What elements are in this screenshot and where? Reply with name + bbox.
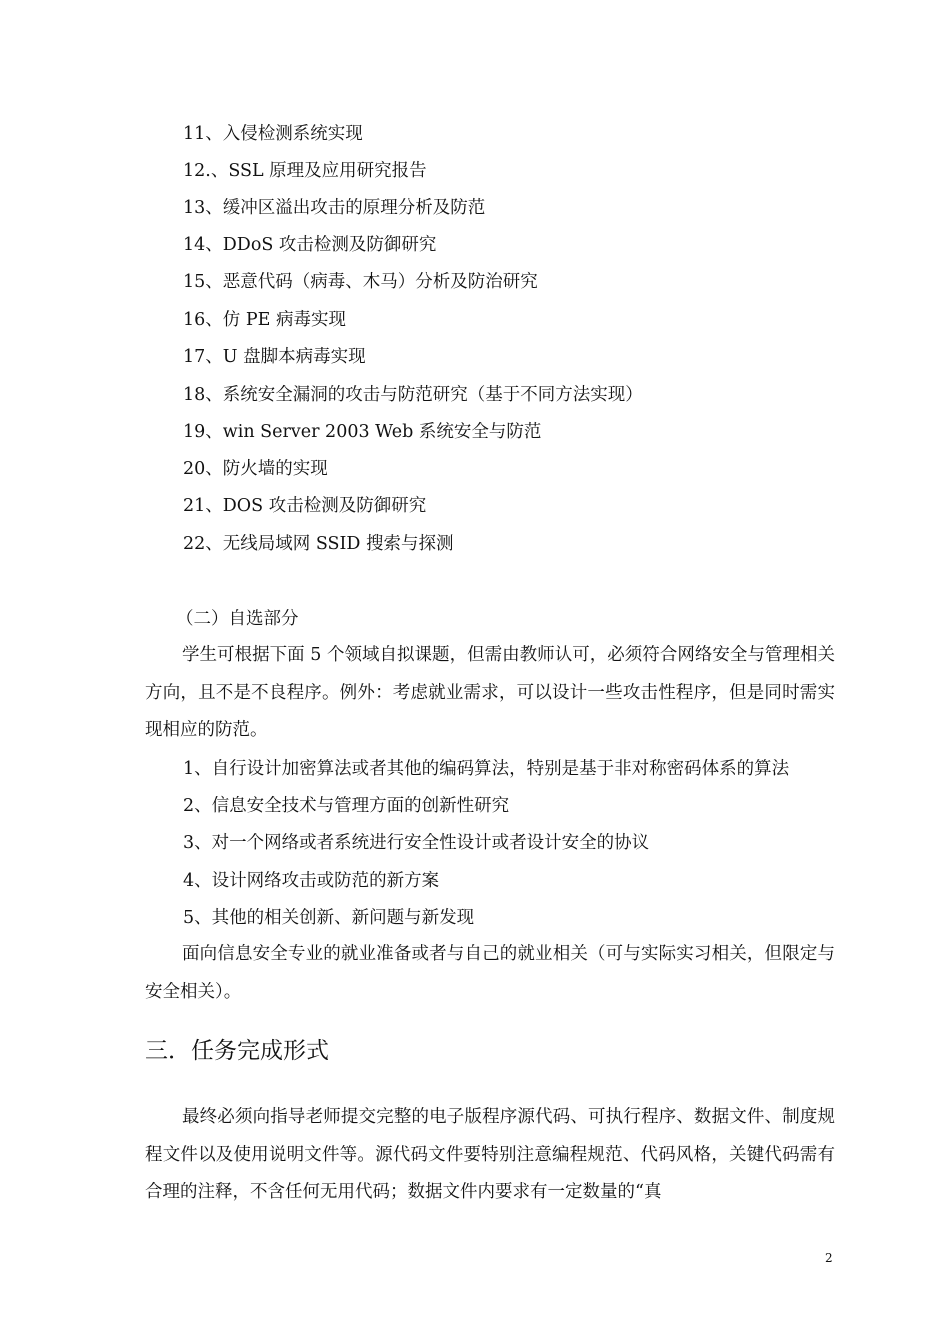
self-selected-title: （二）自选部分 [176,609,299,629]
topic-item-20: 20、防火墙的实现 [183,459,328,479]
topic-item-14: 14、DDoS 攻击检测及防御研究 [183,235,437,255]
topic-item-13: 13、缓冲区溢出攻击的原理分析及防范 [183,198,486,218]
topic-item-16: 16、仿 PE 病毒实现 [183,310,346,330]
section-body: 最终必须向指导老师提交完整的电子版程序源代码、可执行程序、数据文件、制度规程文件以及使用说明文件等。源代码文件要特别注意编程规范、代码风格，关键代码需有合理的注释，不含任何无用代码；数据文件内要求有一定数量的“真 [145,1107,835,1202]
self-selected-intro: 学生可根据下面 5 个领域自拟课题，但需由教师认可，必须符合网络安全与管理相关方向，且不是不良程序。例外：考虑就业需求，可以设计一些攻击性程序，但是同时需实现相应的防范。 [145,645,835,740]
topic-item-19: 19、win Server 2003 Web 系统安全与防范 [183,422,542,442]
section-heading: 三．任务完成形式 [145,1038,329,1064]
topic-item-12: 12.、SSL 原理及应用研究报告 [183,161,427,181]
topic-item-15: 15、恶意代码（病毒、木马）分析及防治研究 [183,272,538,292]
self-selected-item-2: 2、信息安全技术与管理方面的创新性研究 [183,796,510,816]
page-number: 2 [825,1251,833,1265]
topic-item-18: 18、系统安全漏洞的攻击与防范研究（基于不同方法实现） [183,385,643,405]
self-selected-item-4: 4、设计网络攻击或防范的新方案 [183,871,440,891]
self-selected-item-3: 3、对一个网络或者系统进行安全性设计或者设计安全的协议 [183,833,650,853]
self-selected-item-5: 5、其他的相关创新、新问题与新发现 [183,908,475,928]
topic-item-17: 17、U 盘脚本病毒实现 [183,347,366,367]
self-selected-item-1: 1、自行设计加密算法或者其他的编码算法，特别是基于非对称密码体系的算法 [183,759,790,779]
self-selected-closing: 面向信息安全专业的就业准备或者与自己的就业相关（可与实际实习相关，但限定与安全相关）。 [145,944,835,1002]
topic-item-11: 11、入侵检测系统实现 [183,124,363,144]
topic-item-22: 22、无线局域网 SSID 搜索与探测 [183,534,454,554]
topic-item-21: 21、DOS 攻击检测及防御研究 [183,496,427,516]
